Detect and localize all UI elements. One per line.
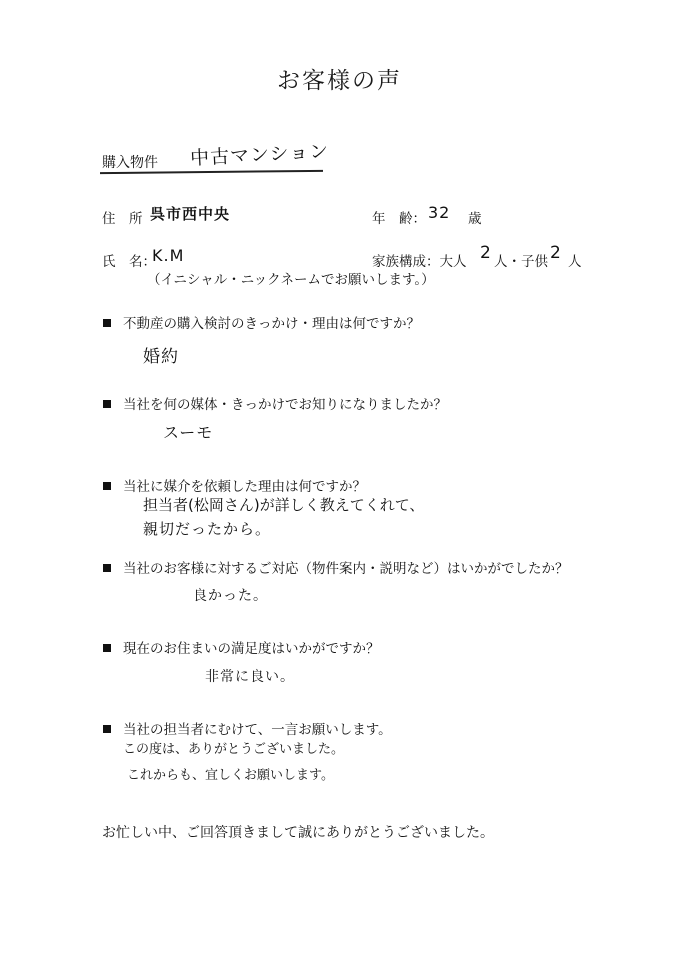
family-mid-label: 人・子供 (494, 254, 548, 270)
family-unit: 人 (568, 254, 582, 270)
property-value: 中古マンション (189, 140, 330, 170)
question-1: 不動産の購入検討のきっかけ・理由は何ですか？ (103, 312, 420, 332)
bullet-icon (103, 725, 111, 733)
name-value: K.M (152, 246, 185, 265)
page-title: お客様の声 (277, 68, 402, 94)
property-label: 購入物件 (102, 155, 158, 171)
name-note: （イニシャル・ニックネームでお願いします。） (147, 272, 435, 288)
answer-1-line-1: 婚約 (143, 347, 179, 367)
answer-6-line-1: この度は、ありがとうございました。 (123, 742, 345, 757)
bullet-icon (103, 319, 111, 327)
bullet-icon (103, 400, 111, 408)
question-6: 当社の担当者にむけて、一言お願いします。 (103, 718, 392, 738)
question-3: 当社に媒介を依頼した理由は何ですか？ (103, 475, 366, 495)
family-adults-value: 2 (480, 243, 492, 263)
age-label: 年 齢： (372, 211, 426, 227)
age-unit: 歳 (468, 211, 482, 227)
family-label: 家族構成：大人 (372, 254, 467, 270)
bullet-icon (103, 564, 111, 572)
age-value: 32 (428, 203, 451, 222)
question-4: 当社のお客様に対するご対応（物件案内・説明など）はいかがでしたか？ (103, 557, 569, 577)
name-label: 氏 名： (102, 254, 156, 270)
answer-4-line-1: 良かった。 (193, 588, 268, 604)
address-value: 呉市西中央 (150, 205, 231, 223)
answer-3-line-1: 担当者(松岡さん)が詳しく教えてくれて、 (143, 496, 425, 514)
question-5: 現在のお住まいの満足度はいかがですか？ (103, 637, 380, 657)
bullet-icon (103, 644, 111, 652)
closing-message: お忙しい中、ご回答頂きまして誠にありがとうございました。 (102, 825, 494, 841)
answer-2-line-1: スーモ (163, 423, 214, 442)
question-2: 当社を何の媒体・きっかけでお知りになりましたか？ (103, 393, 447, 413)
bullet-icon (103, 482, 111, 490)
family-children-value: 2 (550, 243, 562, 263)
answer-5-line-1: 非常に良い。 (205, 669, 295, 685)
answer-3-line-2: 親切だったから。 (143, 520, 272, 538)
answer-6-line-2: これからも、宜しくお願いします。 (127, 768, 334, 783)
address-label: 住 所 (102, 211, 143, 227)
